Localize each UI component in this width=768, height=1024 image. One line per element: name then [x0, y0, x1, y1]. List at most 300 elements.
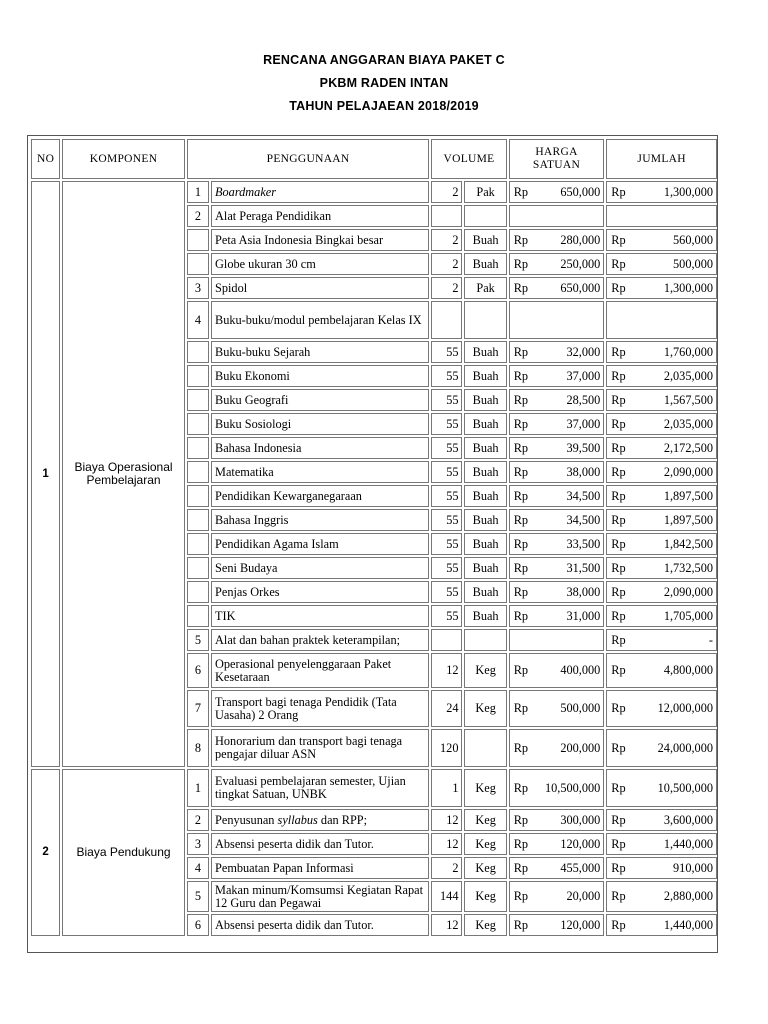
item-jumlah — [606, 365, 717, 387]
jumlah-wrap — [607, 514, 716, 527]
jumlah-value: 3,600,000 — [663, 812, 713, 827]
harga-wrap — [510, 514, 604, 527]
harga-wrap — [510, 919, 604, 932]
item-harga — [509, 809, 605, 831]
item-number: 3 — [187, 833, 209, 855]
item-text: Buku Sosiologi — [215, 416, 292, 431]
jumlah-currency: Rp — [611, 860, 626, 875]
item-text-pre: Penyusunan — [215, 812, 278, 827]
jumlah-currency: Rp — [611, 416, 626, 431]
item-description — [211, 229, 429, 251]
jumlah-currency: Rp — [611, 488, 626, 503]
item-text: Transport bagi tenaga Pendidik (Tata Uasaha) 2 Orang — [215, 694, 397, 722]
section-number: 1 — [31, 181, 60, 767]
jumlah-currency: Rp — [611, 512, 626, 527]
harga-wrap — [510, 346, 604, 359]
item-volume: 55 — [431, 485, 462, 507]
item-text: Pendidikan Agama Islam — [215, 536, 339, 551]
item-jumlah — [606, 857, 717, 879]
jumlah-currency: Rp — [611, 740, 626, 755]
harga-wrap — [510, 490, 604, 503]
jumlah-currency: Rp — [611, 663, 626, 677]
jumlah-currency: Rp — [611, 232, 626, 247]
jumlah-value: 24,000,000 — [657, 740, 713, 755]
harga-wrap — [510, 258, 604, 271]
item-description — [211, 557, 429, 579]
item-volume: 55 — [431, 509, 462, 531]
jumlah-value: 2,880,000 — [663, 889, 713, 903]
jumlah-wrap — [607, 890, 716, 903]
item-unit: Keg — [464, 653, 506, 688]
jumlah-value: 12,000,000 — [657, 701, 713, 715]
item-volume: 12 — [431, 914, 462, 936]
item-jumlah — [606, 301, 717, 339]
harga-value: 37,000 — [566, 368, 601, 383]
item-unit: Buah — [464, 461, 506, 483]
item-unit: Buah — [464, 437, 506, 459]
jumlah-value: 1,842,500 — [663, 536, 713, 551]
item-number — [187, 509, 209, 531]
item-jumlah — [606, 653, 717, 688]
jumlah-value: 560,000 — [673, 232, 713, 247]
item-description — [211, 389, 429, 411]
item-description — [211, 253, 429, 275]
item-volume — [431, 629, 462, 651]
harga-currency: Rp — [513, 860, 529, 875]
jumlah-currency: Rp — [611, 917, 626, 932]
item-text: Operasional penyelenggaraan Paket Kesetaraan — [215, 656, 392, 684]
jumlah-value: 1,897,500 — [663, 512, 713, 527]
item-text: Globe ukuran 30 cm — [215, 256, 316, 271]
jumlah-value: 910,000 — [673, 860, 713, 875]
item-text: Matematika — [215, 464, 274, 479]
item-volume: 55 — [431, 341, 462, 363]
item-text: Boardmaker — [215, 184, 277, 199]
jumlah-wrap — [607, 782, 716, 795]
item-description — [211, 341, 429, 363]
jumlah-value: 1,897,500 — [663, 488, 713, 503]
jumlah-currency: Rp — [611, 889, 626, 903]
item-number — [187, 229, 209, 251]
item-jumlah — [606, 881, 717, 912]
item-harga — [509, 581, 605, 603]
harga-value: 200,000 — [560, 740, 601, 755]
item-unit: Buah — [464, 581, 506, 603]
harga-value: 34,500 — [566, 512, 601, 527]
jumlah-currency: Rp — [611, 701, 626, 715]
item-text: Penjas Orkes — [215, 584, 280, 599]
item-harga — [509, 181, 605, 203]
item-text: Buku-buku/modul pembelajaran Kelas IX — [215, 312, 422, 327]
item-harga — [509, 485, 605, 507]
item-harga — [509, 253, 605, 275]
item-jumlah — [606, 557, 717, 579]
harga-currency: Rp — [513, 344, 529, 359]
jumlah-value: 2,090,000 — [663, 464, 713, 479]
item-unit: Pak — [464, 277, 506, 299]
item-text: Peta Asia Indonesia Bingkai besar — [215, 232, 384, 247]
item-harga — [509, 437, 605, 459]
jumlah-value: 1,440,000 — [663, 836, 713, 851]
jumlah-wrap — [607, 466, 716, 479]
item-volume: 55 — [431, 557, 462, 579]
harga-currency: Rp — [513, 560, 529, 575]
item-unit: Buah — [464, 229, 506, 251]
item-number — [187, 437, 209, 459]
item-number: 4 — [187, 857, 209, 879]
harga-wrap — [510, 418, 604, 431]
jumlah-value: 1,300,000 — [663, 280, 713, 295]
item-harga — [509, 690, 605, 727]
item-jumlah — [606, 581, 717, 603]
item-number: 2 — [187, 205, 209, 227]
jumlah-value: - — [708, 632, 713, 647]
jumlah-currency: Rp — [611, 184, 626, 199]
item-number: 1 — [187, 181, 209, 203]
item-unit: Buah — [464, 413, 506, 435]
item-number — [187, 389, 209, 411]
jumlah-wrap — [607, 394, 716, 407]
harga-value: 400,000 — [560, 663, 601, 677]
item-harga — [509, 769, 605, 807]
doc-title-line-1: RENCANA ANGGARAN BIAYA PAKET C — [263, 53, 505, 67]
jumlah-currency: Rp — [611, 536, 626, 551]
header-harga-line1: HARGA — [535, 146, 578, 158]
harga-value: 250,000 — [560, 256, 601, 271]
item-text: Alat Peraga Pendidikan — [215, 208, 332, 223]
item-description — [211, 914, 429, 936]
item-unit: Buah — [464, 485, 506, 507]
jumlah-currency: Rp — [611, 464, 626, 479]
jumlah-currency: Rp — [611, 812, 626, 827]
item-text: Makan minum/Komsumsi Kegiatan Rapat 12 Guru dan Pegawai — [215, 882, 424, 910]
item-unit: Buah — [464, 341, 506, 363]
item-number — [187, 341, 209, 363]
jumlah-wrap — [607, 282, 716, 295]
jumlah-wrap — [607, 919, 716, 932]
jumlah-wrap — [607, 634, 716, 647]
header-harga-satuan — [509, 139, 605, 179]
item-unit: Keg — [464, 857, 506, 879]
harga-value: 300,000 — [560, 812, 601, 827]
item-harga — [509, 857, 605, 879]
item-number: 6 — [187, 653, 209, 688]
jumlah-value: 500,000 — [673, 256, 713, 271]
harga-wrap — [510, 234, 604, 247]
item-description — [211, 769, 429, 807]
item-jumlah — [606, 914, 717, 936]
harga-value: 280,000 — [560, 232, 601, 247]
item-number: 1 — [187, 769, 209, 807]
item-harga — [509, 301, 605, 339]
item-volume: 12 — [431, 653, 462, 688]
jumlah-currency: Rp — [611, 560, 626, 575]
jumlah-wrap — [607, 490, 716, 503]
harga-currency: Rp — [513, 368, 529, 383]
jumlah-value: 10,500,000 — [657, 780, 713, 795]
harga-value: 120,000 — [560, 836, 601, 851]
item-volume: 144 — [431, 881, 462, 912]
item-number: 3 — [187, 277, 209, 299]
item-harga — [509, 881, 605, 912]
item-description — [211, 437, 429, 459]
item-number: 6 — [187, 914, 209, 936]
harga-currency: Rp — [513, 280, 529, 295]
item-jumlah — [606, 389, 717, 411]
item-jumlah — [606, 253, 717, 275]
jumlah-wrap — [607, 586, 716, 599]
jumlah-value: 4,800,000 — [663, 663, 713, 677]
item-text: Buku-buku Sejarah — [215, 344, 311, 359]
jumlah-wrap — [607, 346, 716, 359]
harga-currency: Rp — [513, 392, 529, 407]
jumlah-value: 1,705,000 — [663, 608, 713, 623]
jumlah-wrap — [607, 742, 716, 755]
item-number — [187, 365, 209, 387]
harga-currency: Rp — [513, 889, 529, 903]
item-description — [211, 277, 429, 299]
harga-currency: Rp — [513, 740, 529, 755]
item-volume: 55 — [431, 389, 462, 411]
item-number — [187, 581, 209, 603]
item-volume: 12 — [431, 809, 462, 831]
item-jumlah — [606, 690, 717, 727]
harga-value: 650,000 — [560, 280, 601, 295]
item-jumlah — [606, 341, 717, 363]
section-komponen — [62, 769, 185, 936]
jumlah-currency: Rp — [611, 608, 626, 623]
harga-wrap — [510, 562, 604, 575]
item-unit: Keg — [464, 690, 506, 727]
item-volume: 55 — [431, 461, 462, 483]
harga-value: 455,000 — [560, 860, 601, 875]
item-number: 5 — [187, 629, 209, 651]
item-harga — [509, 389, 605, 411]
harga-currency: Rp — [513, 416, 529, 431]
jumlah-value: 1,567,500 — [663, 392, 713, 407]
item-description — [211, 857, 429, 879]
item-volume: 55 — [431, 365, 462, 387]
jumlah-currency: Rp — [611, 780, 626, 795]
item-volume: 2 — [431, 181, 462, 203]
item-number: 7 — [187, 690, 209, 727]
doc-title-line-2: PKBM RADEN INTAN — [319, 76, 449, 90]
jumlah-currency: Rp — [611, 632, 626, 647]
item-description — [211, 509, 429, 531]
harga-currency: Rp — [513, 256, 529, 271]
item-text: Alat dan bahan praktek keterampilan; — [215, 632, 401, 647]
harga-currency: Rp — [513, 440, 529, 455]
harga-value: 34,500 — [566, 488, 601, 503]
item-text-italic: syllabus — [277, 812, 318, 827]
harga-wrap — [510, 890, 604, 903]
harga-value: 31,500 — [566, 560, 601, 575]
harga-currency: Rp — [513, 184, 529, 199]
item-number — [187, 253, 209, 275]
item-text: Buku Geografi — [215, 392, 289, 407]
harga-wrap — [510, 742, 604, 755]
harga-value: 500,000 — [560, 701, 601, 715]
item-jumlah — [606, 277, 717, 299]
item-number: 2 — [187, 809, 209, 831]
item-number — [187, 485, 209, 507]
harga-currency: Rp — [513, 812, 529, 827]
jumlah-wrap — [607, 442, 716, 455]
item-volume: 55 — [431, 605, 462, 627]
harga-currency: Rp — [513, 836, 529, 851]
header-penggunaan: PENGGUNAAN — [187, 139, 429, 179]
item-jumlah — [606, 533, 717, 555]
harga-currency: Rp — [513, 663, 529, 677]
item-volume: 2 — [431, 857, 462, 879]
komponen-line2: Pembelajaran — [86, 473, 161, 487]
item-description — [211, 301, 429, 339]
item-volume: 120 — [431, 729, 462, 767]
item-jumlah — [606, 181, 717, 203]
harga-currency: Rp — [513, 780, 529, 795]
item-text-post: dan RPP; — [317, 812, 368, 827]
item-description — [211, 581, 429, 603]
item-harga — [509, 461, 605, 483]
item-unit — [464, 729, 506, 767]
jumlah-currency: Rp — [611, 368, 626, 383]
jumlah-wrap — [607, 370, 716, 383]
harga-wrap — [510, 586, 604, 599]
harga-value: 650,000 — [560, 184, 601, 199]
jumlah-wrap — [607, 418, 716, 431]
item-number: 8 — [187, 729, 209, 767]
harga-wrap — [510, 702, 604, 715]
jumlah-currency: Rp — [611, 280, 626, 295]
item-text: TIK — [215, 608, 236, 623]
header-harga-line2: SATUAN — [532, 159, 581, 171]
harga-value: 120,000 — [560, 917, 601, 932]
item-description — [211, 653, 429, 688]
harga-currency: Rp — [513, 584, 529, 599]
section-komponen — [62, 181, 185, 767]
jumlah-value: 1,732,500 — [663, 560, 713, 575]
item-unit: Keg — [464, 881, 506, 912]
jumlah-value: 1,440,000 — [663, 917, 713, 932]
harga-value: 31,000 — [566, 608, 601, 623]
item-description — [211, 365, 429, 387]
item-description — [211, 729, 429, 767]
harga-value: 33,500 — [566, 536, 601, 551]
budget-table — [29, 137, 719, 938]
doc-title-line-3: TAHUN PELAJAEAN 2018/2019 — [289, 99, 479, 113]
harga-value: 28,500 — [566, 392, 601, 407]
harga-wrap — [510, 782, 604, 795]
jumlah-value: 2,035,000 — [663, 416, 713, 431]
jumlah-currency: Rp — [611, 584, 626, 599]
item-number — [187, 557, 209, 579]
item-description — [211, 629, 429, 651]
item-volume: 2 — [431, 229, 462, 251]
harga-currency: Rp — [513, 608, 529, 623]
item-description — [211, 533, 429, 555]
item-jumlah — [606, 629, 717, 651]
item-text: Seni Budaya — [215, 560, 278, 575]
item-harga — [509, 533, 605, 555]
table-row — [31, 181, 717, 203]
item-jumlah — [606, 229, 717, 251]
item-harga — [509, 914, 605, 936]
item-unit: Pak — [464, 181, 506, 203]
item-harga — [509, 509, 605, 531]
jumlah-wrap — [607, 538, 716, 551]
item-description — [211, 881, 429, 912]
item-text: Absensi peserta didik dan Tutor. — [215, 836, 374, 851]
komponen-line1: Biaya Operasional — [74, 460, 173, 474]
harga-currency: Rp — [513, 512, 529, 527]
item-unit: Buah — [464, 557, 506, 579]
item-volume: 12 — [431, 833, 462, 855]
harga-value: 38,000 — [566, 584, 601, 599]
header-volume: VOLUME — [431, 139, 506, 179]
item-text: Spidol — [215, 280, 248, 295]
harga-currency: Rp — [513, 701, 529, 715]
jumlah-value: 1,300,000 — [663, 184, 713, 199]
item-jumlah — [606, 509, 717, 531]
jumlah-currency: Rp — [611, 440, 626, 455]
item-number: 4 — [187, 301, 209, 339]
jumlah-wrap — [607, 838, 716, 851]
section-number: 2 — [31, 769, 60, 936]
item-volume: 55 — [431, 437, 462, 459]
jumlah-value: 2,035,000 — [663, 368, 713, 383]
harga-wrap — [510, 838, 604, 851]
item-unit: Keg — [464, 769, 506, 807]
item-unit: Buah — [464, 365, 506, 387]
item-harga — [509, 229, 605, 251]
jumlah-currency: Rp — [611, 344, 626, 359]
item-unit: Keg — [464, 833, 506, 855]
item-volume — [431, 205, 462, 227]
jumlah-wrap — [607, 258, 716, 271]
item-volume: 55 — [431, 533, 462, 555]
item-harga — [509, 413, 605, 435]
item-unit: Buah — [464, 509, 506, 531]
harga-wrap — [510, 370, 604, 383]
item-description — [211, 485, 429, 507]
item-volume: 55 — [431, 581, 462, 603]
jumlah-wrap — [607, 562, 716, 575]
item-harga — [509, 277, 605, 299]
item-number — [187, 413, 209, 435]
item-harga — [509, 729, 605, 767]
item-volume: 55 — [431, 413, 462, 435]
jumlah-value: 1,760,000 — [663, 344, 713, 359]
harga-value: 38,000 — [566, 464, 601, 479]
jumlah-wrap — [607, 234, 716, 247]
harga-wrap — [510, 814, 604, 827]
item-unit: Buah — [464, 389, 506, 411]
item-unit: Buah — [464, 533, 506, 555]
item-jumlah — [606, 205, 717, 227]
item-jumlah — [606, 437, 717, 459]
item-unit — [464, 301, 506, 339]
item-number: 5 — [187, 881, 209, 912]
item-jumlah — [606, 461, 717, 483]
harga-value: 32,000 — [566, 344, 601, 359]
item-harga — [509, 653, 605, 688]
item-jumlah — [606, 729, 717, 767]
jumlah-wrap — [607, 814, 716, 827]
item-volume: 1 — [431, 769, 462, 807]
item-unit: Buah — [464, 605, 506, 627]
harga-wrap — [510, 862, 604, 875]
item-jumlah — [606, 809, 717, 831]
